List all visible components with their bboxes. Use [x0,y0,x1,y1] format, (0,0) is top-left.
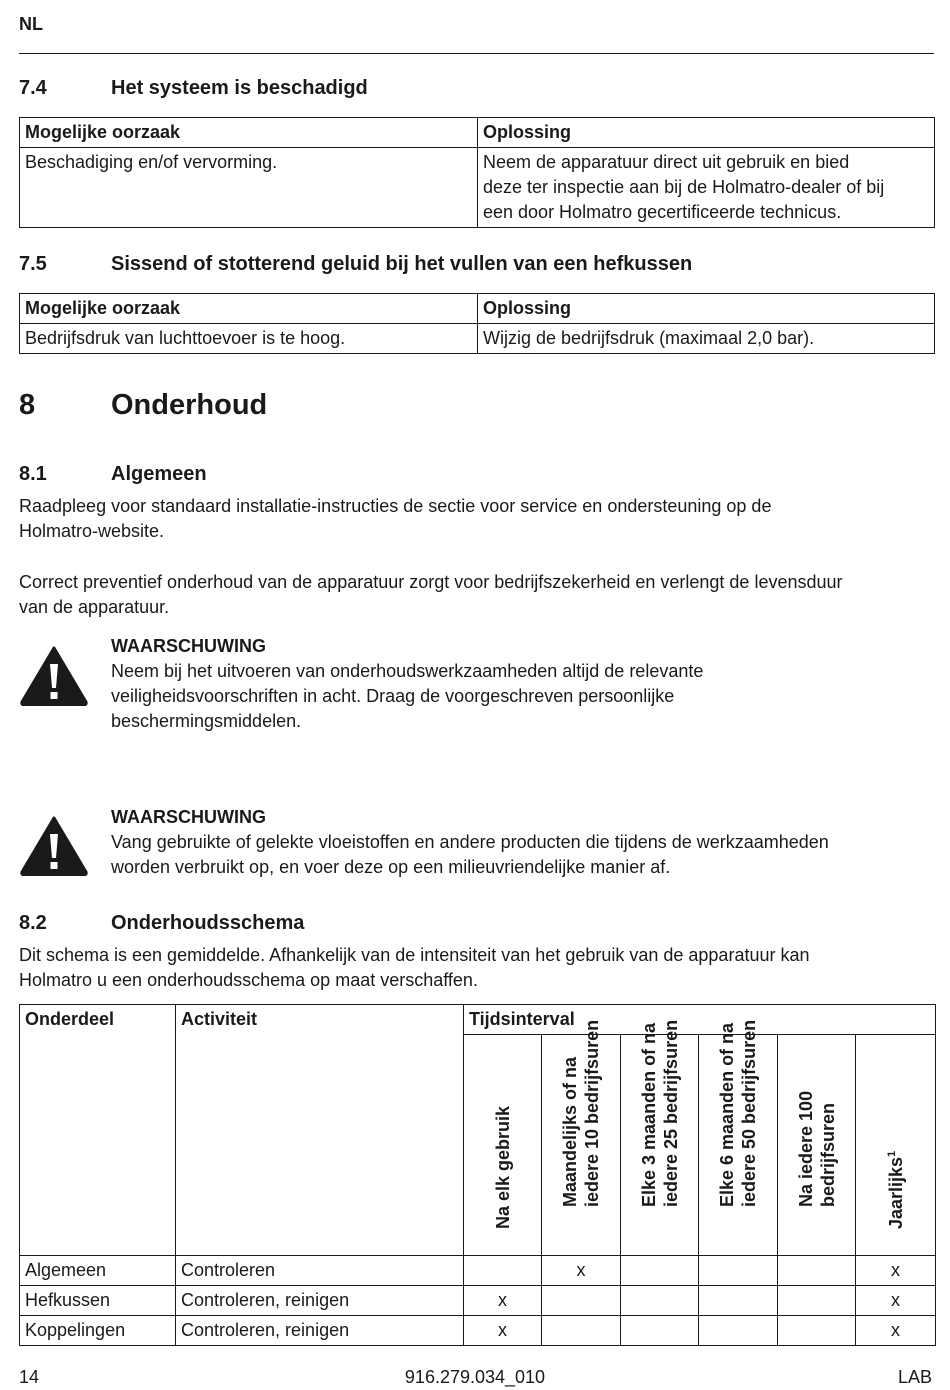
text-line: Holmatro u een onderhoudsschema op maat verschaffen. [19,970,478,990]
text-line: Dit schema is een gemiddelde. Afhankelijk van de intensiteit van het gebruik van de apparatuur kan [19,945,810,965]
language-code: NL [19,14,43,34]
interval-header-monthly [542,1019,621,1256]
troubleshoot-table-7-4 [19,117,935,228]
col-header-cause: Mogelijke oorzaak [20,118,478,148]
interval-mark: x [856,1286,936,1316]
interval-header-100-hours [778,1035,856,1256]
interval-mark [778,1256,856,1286]
section-8-1-heading [19,462,934,488]
section-7-5-heading [19,252,934,278]
warning-triangle-icon [19,814,89,876]
interval-label [795,1091,839,1207]
warning-line: veiligheidsvoorschriften in acht. Draag de voorgeschreven persoonlijke [111,686,675,706]
interval-mark [464,1256,542,1286]
col-header-solution: Oplossing [478,118,935,148]
interval-label-line: iedere 10 bedrijfsuren [582,1019,602,1207]
paragraph-schedule-intro [19,943,934,993]
interval-mark [542,1286,621,1316]
solution-line: een door Holmatro gecertificeerde technicus. [483,202,842,222]
text-line: Holmatro-website. [19,521,165,541]
col-header-solution: Oplossing [478,294,935,324]
interval-mark: x [856,1256,936,1286]
interval-mark [778,1316,856,1346]
interval-label [885,1151,907,1229]
interval-mark: x [542,1256,621,1286]
warning-line: Vang gebruikte of gelekte vloeistoffen en andere producten die tijdens de werkzaamheden [111,832,829,852]
warning-line: worden verbruikt op, en voer deze op een milieuvriendelijke manier af. [111,857,671,877]
interval-header-3-months [621,1019,699,1256]
table-row [20,1316,936,1346]
warning-line: beschermingsmiddelen. [111,711,302,731]
part-cell: Algemeen [20,1256,176,1286]
section-title: Onderhoudsschema [111,912,305,934]
warning-triangle-icon [19,644,89,706]
interval-mark: x [464,1286,542,1316]
part-cell: Hefkussen [20,1286,176,1316]
text-line: Raadpleeg voor standaard installatie-instructies de sectie voor service en ondersteuning op de [19,496,772,516]
interval-label [559,1020,603,1207]
interval-label-line: Elke 3 maanden of na [638,1022,659,1207]
warning-title: WAARSCHUWING [111,807,266,827]
table-row [20,1286,936,1316]
warning-block [111,805,931,880]
footnote-marker: 1 [885,1150,898,1157]
section-number: 8.1 [19,463,47,485]
text-line: Correct preventief onderhoud van de apparatuur zorgt voor bedrijfszekerheid en verlengt de levensduur [19,572,843,592]
warning-line: Neem bij het uitvoeren van onderhoudswerkzaamheden altijd de relevante [111,661,704,681]
interval-label-line [885,1151,907,1229]
activity-cell: Controleren, reinigen [176,1316,464,1346]
solution-line: Neem de apparatuur direct uit gebruik en bied [483,152,850,172]
interval-label [492,1106,514,1229]
warning-title: WAARSCHUWING [111,636,266,656]
chapter-8-heading [19,389,934,429]
interval-mark [699,1286,778,1316]
section-number: 8.2 [19,912,47,934]
col-header-cause: Mogelijke oorzaak [20,294,478,324]
interval-label [716,1020,760,1207]
interval-label-line: iedere 50 bedrijfsuren [739,1019,759,1207]
section-number: 7.4 [19,77,47,99]
paragraph-service-info [19,494,934,544]
interval-header-after-each-use [464,1035,542,1256]
interval-mark [542,1316,621,1346]
maintenance-schedule-table [19,1004,936,1346]
solution-line: deze ter inspectie aan bij de Holmatro-dealer of bij [483,177,885,197]
interval-header-6-months [699,1019,778,1256]
interval-label [638,1020,682,1207]
interval-label-line: Na elk gebruik [492,1105,513,1229]
interval-mark [699,1256,778,1286]
page-number: 14 [19,1367,40,1387]
interval-label-text: Jaarlijks [885,1156,906,1229]
text-line: van de apparatuur. [19,597,170,617]
interval-label-line: Maandelijks of na [560,1056,580,1207]
activity-cell: Controleren, reinigen [176,1286,464,1316]
warning-block [111,634,931,734]
document-number: 916.279.034_010 [404,1367,546,1387]
solution-cell [478,148,935,228]
chapter-number: 8 [19,389,36,421]
part-cell: Koppelingen [20,1316,176,1346]
interval-mark [778,1286,856,1316]
interval-mark: x [464,1316,542,1346]
interval-header-yearly [856,1035,936,1256]
interval-label-line: bedrijfsuren [817,1102,838,1207]
cause-cell: Beschadiging en/of vervorming. [20,148,478,228]
troubleshoot-table-7-5 [19,293,935,354]
interval-mark: x [856,1316,936,1346]
section-title: Algemeen [111,463,207,485]
chapter-title: Onderhoud [111,389,268,421]
interval-label-line: iedere 25 bedrijfsuren [660,1019,681,1207]
section-8-2-heading [19,911,934,937]
paragraph-preventive-maintenance [19,570,934,620]
interval-mark [699,1316,778,1346]
section-number: 7.5 [19,253,47,275]
interval-mark [621,1316,699,1346]
cause-cell: Bedrijfsdruk van luchttoevoer is te hoog. [20,324,478,354]
interval-mark [621,1256,699,1286]
interval-label-line: Na iedere 100 [795,1090,816,1207]
solution-cell: Wijzig de bedrijfsdruk (maximaal 2,0 bar). [478,324,935,354]
section-7-4-heading [19,76,934,102]
section-title: Het systeem is beschadigd [111,77,368,99]
table-row [20,1256,936,1286]
col-header-part: Onderdeel [20,1005,176,1256]
activity-cell: Controleren [176,1256,464,1286]
document-code: LAB [897,1367,932,1387]
header-rule [19,53,934,54]
interval-mark [621,1286,699,1316]
interval-label-line: Elke 6 maanden of na [717,1022,737,1207]
col-header-activity: Activiteit [176,1005,464,1256]
col-header-interval: Tijdsinterval [464,1005,936,1035]
section-title: Sissend of stotterend geluid bij het vullen van een hefkussen [111,253,693,275]
